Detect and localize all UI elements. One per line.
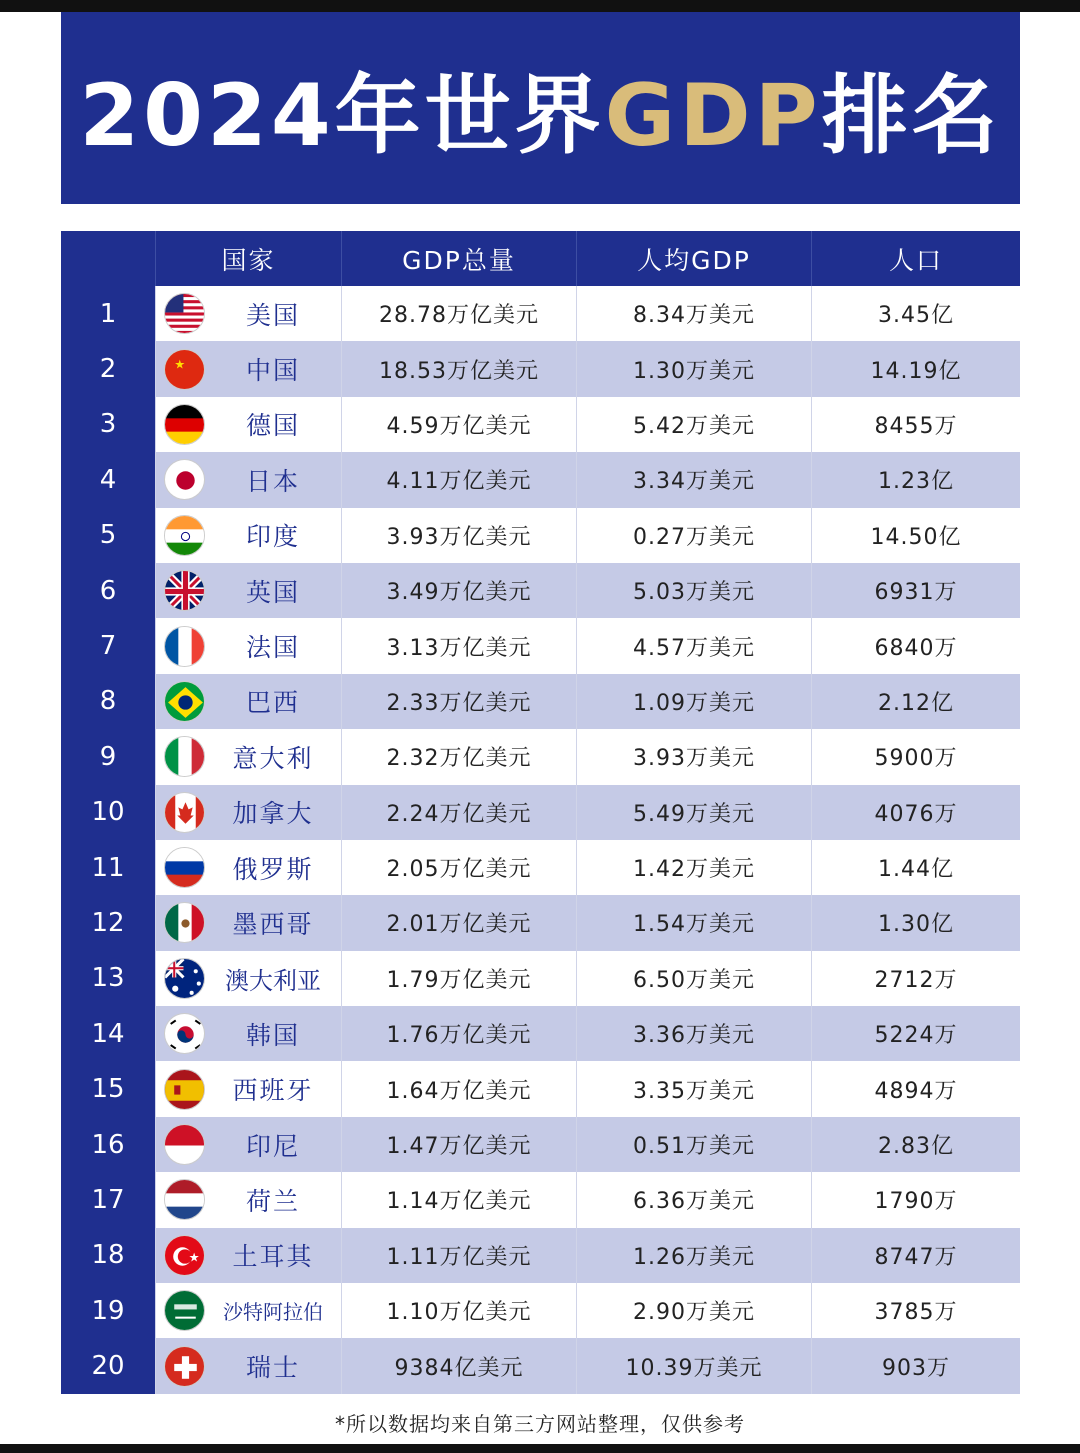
table-row [61,341,1020,396]
country-cell [155,840,341,895]
country-cell [155,341,341,396]
title-part1: 2024年世界 [79,66,605,166]
per-capita-cell: 5.49万美元 [576,785,811,840]
country-cell [155,1172,341,1227]
country-cell [155,729,341,784]
per-capita-cell: 3.34万美元 [576,452,811,507]
per-capita-cell: 4.57万美元 [576,618,811,673]
table-row [61,785,1020,840]
country-cell [155,618,341,673]
table-row [61,452,1020,507]
country-name: 法国 [245,633,300,663]
population-cell: 2.83亿 [811,1117,1020,1172]
svg-text:★: ★ [174,357,187,372]
gdp-cell: 3.93万亿美元 [341,508,576,563]
country-cell [155,1061,341,1116]
country-name: 土耳其 [232,1242,314,1272]
table-row [61,563,1020,618]
gdp-cell: 2.33万亿美元 [341,674,576,729]
population-cell: 6931万 [811,563,1020,618]
country-name: 瑞士 [245,1353,300,1383]
population-cell: 903万 [811,1338,1020,1393]
gdp-cell: 1.14万亿美元 [341,1172,576,1227]
title-highlight: GDP [604,66,822,166]
footnote: *所以数据均来自第三方网站整理，仅供参考 [335,1412,745,1436]
gdp-cell: 3.49万亿美元 [341,563,576,618]
flag-jp-icon [164,459,205,500]
population-cell: 1.30亿 [811,895,1020,950]
per-capita-cell: 6.50万美元 [576,951,811,1006]
gdp-cell: 1.10万亿美元 [341,1283,576,1338]
country-name: 美国 [245,300,300,330]
country-name: 日本 [245,466,300,496]
gdp-cell: 2.24万亿美元 [341,785,576,840]
title-part2: 排名 [821,66,1002,166]
country-name: 西班牙 [232,1076,314,1106]
country-name: 澳大利亚 [225,966,321,995]
rank-cell: 1 [61,286,155,341]
population-cell: 5224万 [811,1006,1020,1061]
country-cell [155,1338,341,1393]
per-capita-cell: 5.42万美元 [576,397,811,452]
svg-text:★: ★ [188,1250,201,1265]
table-row [61,674,1020,729]
per-capita-cell: 5.03万美元 [576,563,811,618]
per-capita-cell: 3.35万美元 [576,1061,811,1116]
rank-cell: 11 [61,840,155,895]
table-row [61,1117,1020,1172]
rank-cell: 15 [61,1061,155,1116]
population-cell: 4076万 [811,785,1020,840]
country-name: 加拿大 [232,799,314,829]
flag-cn-icon [164,349,205,390]
country-name: 俄罗斯 [232,854,314,884]
country-name: 韩国 [245,1020,300,1050]
population-cell: 1.23亿 [811,452,1020,507]
gdp-cell: 3.13万亿美元 [341,618,576,673]
rank-cell: 7 [61,618,155,673]
per-capita-cell: 8.34万美元 [576,286,811,341]
country-name: 印尼 [245,1131,300,1161]
header-country: 国家 [155,231,341,286]
rank-cell: 16 [61,1117,155,1172]
rank-cell: 3 [61,397,155,452]
flag-kr-icon [164,1013,205,1054]
table-row [61,286,1020,341]
table-row [61,397,1020,452]
country-name: 巴西 [245,688,300,718]
population-cell: 1790万 [811,1172,1020,1227]
rank-cell: 20 [61,1338,155,1393]
flag-fr-icon [164,626,205,667]
gdp-cell: 9384亿美元 [341,1338,576,1393]
bottom-border [0,1444,1080,1453]
country-cell [155,785,341,840]
country-cell [155,452,341,507]
flag-id-icon [164,1124,205,1165]
population-cell: 2712万 [811,951,1020,1006]
rank-cell: 4 [61,452,155,507]
rank-cell: 14 [61,1006,155,1061]
table-body [61,286,1020,1394]
country-name: 中国 [245,356,300,386]
table-row [61,895,1020,950]
per-capita-cell: 1.26万美元 [576,1228,811,1283]
country-name: 沙特阿拉伯 [223,1300,323,1325]
gdp-cell: 4.11万亿美元 [341,452,576,507]
flag-mx-icon [164,902,205,943]
table-row [61,1228,1020,1283]
flag-ca-icon [164,792,205,833]
population-cell: 1.44亿 [811,840,1020,895]
country-cell [155,674,341,729]
header-population: 人口 [811,231,1020,286]
table-row [61,840,1020,895]
per-capita-cell: 3.93万美元 [576,729,811,784]
table-row [61,1283,1020,1338]
population-cell: 5900万 [811,729,1020,784]
population-cell: 4894万 [811,1061,1020,1116]
flag-de-icon [164,404,205,445]
table-row [61,1172,1020,1227]
country-cell [155,951,341,1006]
table-row [61,618,1020,673]
population-cell: 2.12亿 [811,674,1020,729]
country-name: 印度 [245,522,300,552]
flag-es-icon [164,1069,205,1110]
country-cell [155,397,341,452]
country-name: 墨西哥 [232,909,314,939]
per-capita-cell: 1.09万美元 [576,674,811,729]
country-name: 英国 [245,577,300,607]
country-cell [155,1228,341,1283]
rank-cell: 9 [61,729,155,784]
gdp-cell: 1.79万亿美元 [341,951,576,1006]
per-capita-cell: 0.51万美元 [576,1117,811,1172]
flag-br-icon [164,681,205,722]
rank-cell: 13 [61,951,155,1006]
rank-cell: 10 [61,785,155,840]
country-name: 荷兰 [245,1186,300,1216]
population-cell: 3785万 [811,1283,1020,1338]
gdp-table [61,231,1020,1394]
country-cell [155,895,341,950]
country-cell [155,563,341,618]
population-cell: 14.50亿 [811,508,1020,563]
header-gdp: GDP总量 [341,231,576,286]
country-cell [155,286,341,341]
country-cell [155,1117,341,1172]
flag-ru-icon [164,847,205,888]
title-banner [61,12,1020,204]
flag-in-icon [164,515,205,556]
per-capita-cell: 10.39万美元 [576,1338,811,1393]
gdp-cell: 1.64万亿美元 [341,1061,576,1116]
flag-sa-icon [164,1290,205,1331]
table-row [61,508,1020,563]
country-name: 意大利 [232,743,314,773]
gdp-cell: 1.11万亿美元 [341,1228,576,1283]
population-cell: 8455万 [811,397,1020,452]
rank-cell: 12 [61,895,155,950]
per-capita-cell: 0.27万美元 [576,508,811,563]
header-rank [61,231,155,286]
table-row [61,729,1020,784]
gdp-cell: 18.53万亿美元 [341,341,576,396]
gdp-cell: 2.05万亿美元 [341,840,576,895]
country-cell [155,1283,341,1338]
flag-au-icon [164,958,205,999]
flag-ch-icon [164,1346,205,1387]
country-cell [155,508,341,563]
population-cell: 3.45亿 [811,286,1020,341]
rank-cell: 18 [61,1228,155,1283]
gdp-cell: 2.01万亿美元 [341,895,576,950]
population-cell: 6840万 [811,618,1020,673]
per-capita-cell: 1.42万美元 [576,840,811,895]
per-capita-cell: 6.36万美元 [576,1172,811,1227]
table-row [61,951,1020,1006]
table-row [61,1338,1020,1393]
per-capita-cell: 3.36万美元 [576,1006,811,1061]
flag-it-icon [164,736,205,777]
per-capita-cell: 1.54万美元 [576,895,811,950]
flag-tr-icon [164,1235,205,1276]
per-capita-cell: 2.90万美元 [576,1283,811,1338]
rank-cell: 17 [61,1172,155,1227]
top-border [0,0,1080,12]
rank-cell: 6 [61,563,155,618]
table-row [61,1061,1020,1116]
population-cell: 14.19亿 [811,341,1020,396]
per-capita-cell: 1.30万美元 [576,341,811,396]
gdp-cell: 2.32万亿美元 [341,729,576,784]
gdp-cell: 28.78万亿美元 [341,286,576,341]
page-title [79,46,1001,170]
gdp-cell: 1.47万亿美元 [341,1117,576,1172]
header-per-capita: 人均GDP [576,231,811,286]
rank-cell: 8 [61,674,155,729]
rank-cell: 5 [61,508,155,563]
population-cell: 8747万 [811,1228,1020,1283]
table-row [61,1006,1020,1061]
country-cell [155,1006,341,1061]
rank-cell: 19 [61,1283,155,1338]
country-name: 德国 [245,411,300,441]
flag-us-icon [164,293,205,334]
gdp-cell: 4.59万亿美元 [341,397,576,452]
gdp-cell: 1.76万亿美元 [341,1006,576,1061]
rank-cell: 2 [61,341,155,396]
table-header-row [61,231,1020,286]
flag-nl-icon [164,1179,205,1220]
flag-gb-icon [164,570,205,611]
